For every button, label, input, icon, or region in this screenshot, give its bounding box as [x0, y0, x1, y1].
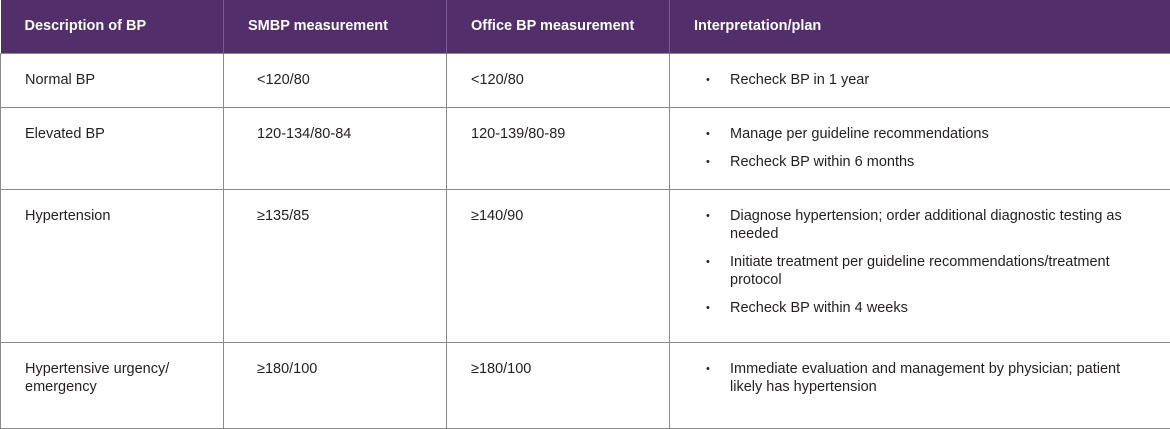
table-row — [1, 189, 1170, 342]
header-office: Office BP measurement — [447, 0, 670, 53]
cell-office: 120-139/80-89 — [447, 107, 670, 189]
cell-description: Hypertension — [1, 189, 224, 342]
cell-description: Normal BP — [1, 53, 224, 107]
cell-smbp: 120-134/80-84 — [224, 107, 447, 189]
plan-item — [670, 153, 1150, 171]
header-plan: Interpretation/plan — [670, 0, 1170, 53]
plan-item-text: Diagnose hypertension; order additional diagnostic testing as needed — [730, 208, 1122, 242]
plan-item — [670, 299, 1150, 317]
cell-office: ≥140/90 — [447, 189, 670, 342]
plan-list — [670, 360, 1170, 396]
plan-item-text: Immediate evaluation and management by physician; patient likely has hypertension — [730, 361, 1120, 395]
cell-description: Elevated BP — [1, 107, 224, 189]
cell-smbp: <120/80 — [224, 53, 447, 107]
bullet-icon: • — [706, 299, 710, 317]
plan-item-text: Recheck BP within 4 weeks — [730, 300, 908, 316]
table-row — [1, 53, 1170, 107]
plan-item — [670, 360, 1150, 396]
plan-list — [670, 71, 1170, 89]
plan-item-text: Recheck BP within 6 months — [730, 154, 914, 170]
cell-smbp: ≥180/100 — [224, 342, 447, 428]
cell-office: ≥180/100 — [447, 342, 670, 428]
cell-office: <120/80 — [447, 53, 670, 107]
plan-list — [670, 125, 1170, 171]
plan-item — [670, 71, 1150, 89]
cell-plan — [670, 107, 1170, 189]
header-description: Description of BP — [1, 0, 224, 53]
bullet-icon: • — [706, 360, 710, 378]
plan-item — [670, 125, 1150, 143]
plan-item — [670, 253, 1150, 289]
plan-item-text: Initiate treatment per guideline recommendations/treatment protocol — [730, 254, 1110, 288]
bullet-icon: • — [706, 253, 710, 271]
cell-plan — [670, 342, 1170, 428]
plan-list — [670, 207, 1170, 317]
bullet-icon: • — [706, 125, 710, 143]
cell-plan — [670, 53, 1170, 107]
plan-item-text: Recheck BP in 1 year — [730, 72, 869, 88]
plan-item-text: Manage per guideline recommendations — [730, 126, 989, 142]
table-row — [1, 342, 1170, 428]
bullet-icon: • — [706, 153, 710, 171]
table-header — [1, 0, 1170, 53]
table-row — [1, 107, 1170, 189]
header-smbp: SMBP measurement — [224, 0, 447, 53]
cell-plan — [670, 189, 1170, 342]
bullet-icon: • — [706, 71, 710, 89]
cell-smbp: ≥135/85 — [224, 189, 447, 342]
cell-description: Hypertensive urgency/ emergency — [1, 342, 224, 428]
bullet-icon: • — [706, 207, 710, 225]
plan-item — [670, 207, 1150, 243]
